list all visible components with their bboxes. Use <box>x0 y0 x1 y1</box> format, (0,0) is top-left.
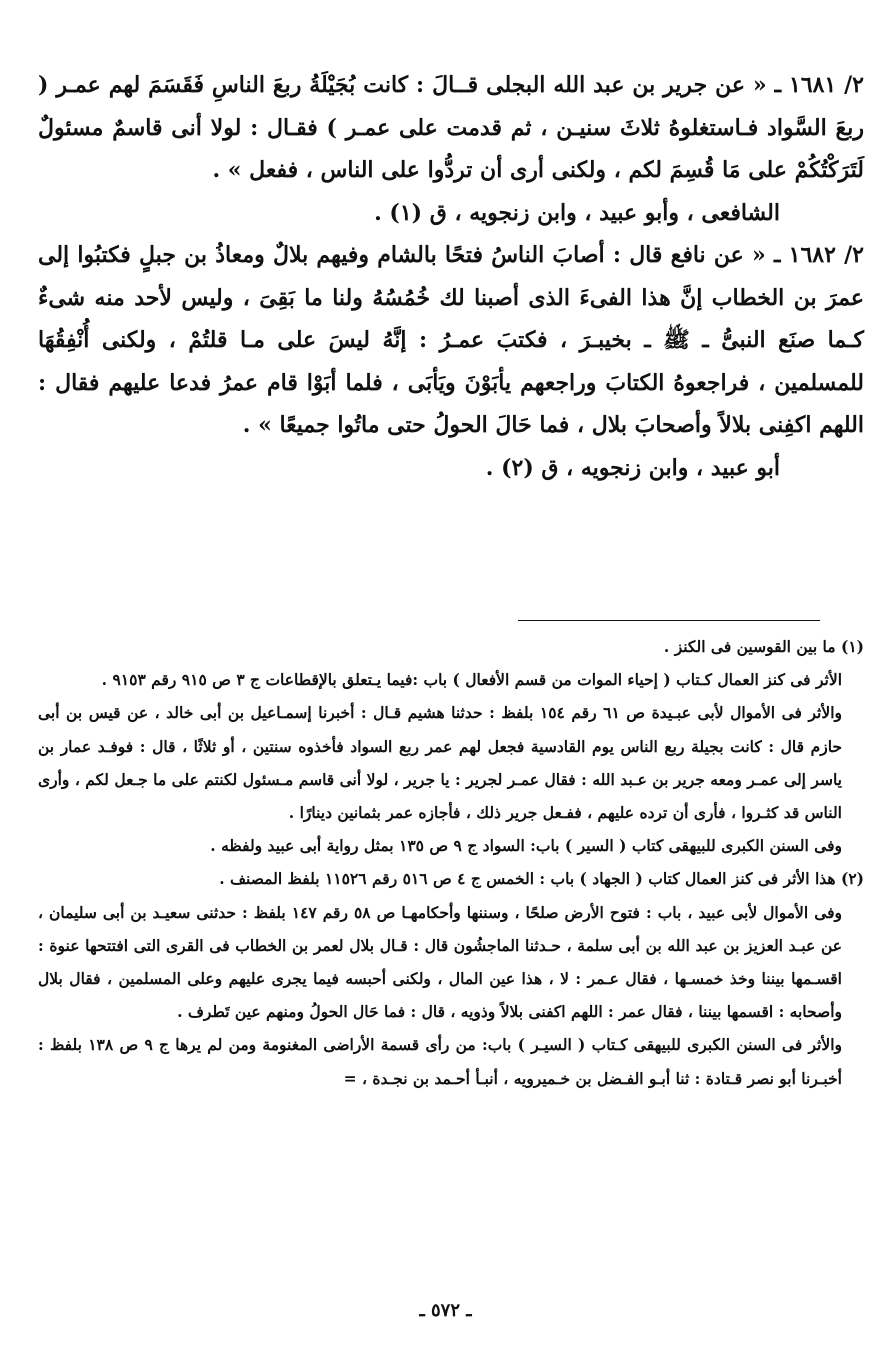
footnotes <box>38 630 864 1095</box>
footnote-1-kanz: الأثر فى كنز العمال كـتاب ( إحياء الموات من قسم الأفعال ) باب :فيما يـتعلق بالإقطاعات ج ٣ ص ٩١٥ رقم ٩١٥٣ . <box>101 670 842 690</box>
footnote-1-sunan: وفى السنن الكبرى للبيهقى كتاب ( السير ) باب: السواد ج ٩ ص ١٣٥ بمثل رواية أبى عبيد ولفظه . <box>210 836 842 856</box>
footnote-1-amwal: والأثر فى الأموال لأبى عبـيدة ص ٦١ رقم ١٥٤ بلفظ : حدثنا هشيم قـال : أخبرنا إسمـاعيل بن أبى خالد ، عن قيس بن أبى حازم قال : كانت بجيلة ربع الناس يوم القادسية فجعل لهم عمر ربع السواد فأخذوه سنتين ، أو ثلاثًا ، قال : فوفـد عمار بن ياسر إلى عمـر ومعه جرير بن عـبد الله : فقال عمـر لجرير : يا جرير ، لولا أنى قاسم مـسئول لكنتم على ما جـعل لكم ، وأرى الناس قد كثـروا ، فأرى أن ترده عليهم ، ففـعل جرير ذلك ، فأجازه عمر بثمانين دينارًا . <box>38 703 842 823</box>
page-number: ـ ٥٧٢ ـ <box>419 1300 472 1321</box>
footnote-1-heading: (١) ما بين القوسين فى الكنز . <box>663 637 864 656</box>
hadith-1681-sources: الشافعى ، وأبو عبيد ، وابن زنجويه ، ق (١) . <box>374 199 780 226</box>
footnote-2-heading: (٢) هذا الأثر فى كنز العمال كتاب ( الجهاد ) باب : الخمس ج ٤ ص ٥١٦ رقم ١١٥٢٦ بلفظ المصنف . <box>219 869 864 889</box>
footnote-divider <box>518 620 820 621</box>
hadith-1682: ٢/ ١٦٨٢ ـ « عن نافع قال : أصابَ الناسُ فتحًا بالشام وفيهم بلالٌ ومعاذُ بن جبلٍ فكتبُوا إلى عمرَ بن الخطاب إنَّ هذا الفىءَ الذى أصبنا لك خُمُسُهُ ولنا ما بَقِىَ ، وليس لأحد منه شىءٌ كـما صنَع النبىُّ ـ ﷺ ـ بخيبـرَ ، فكتبَ عمـرُ : إنَّهُ ليسَ على مـا قلتُمْ ، ولكنى أُنْفِقُهَا للمسلمين ، فراجعوهُ الكتابَ وراجعهم يأبَوْنَ ويَأبَى ، فلما أبَوْا قام عمرُ فدعا عليهم فقال : اللهم اكفِنى بلالاً وأصحابَ بلال ، فما حَالَ الحولُ حتى ماتُوا جميعًا » . <box>38 242 864 438</box>
footnote-2-amwal: وفى الأموال لأبى عبيد ، باب : فتوح الأرض صلحًا ، وسننها وأحكامهـا ص ٥٨ رقم ١٤٧ بلفظ : حدثنى سعيـد بن أبى سليمان ، عن عبـد العزيز بن عبد الله بن أبى سلمة ، حـدثنا الماجشُون قال : قـال بلال لعمر بن الخطاب فى القرى التى افتتحها عنوة : اقسـمها بيننا وخذ خمسـها ، فقال عـمر : لا ، هذا عين المال ، ولكنى أحبسه فيما يجرى عليهم وعلى المسلمين ، فقال بلال وأصحابه : اقسمها بيننا ، فقال عمر : اللهم اكفنى بلالاً وذويه ، قال : فما حَال الحولُ ومنهم عين تَطرف . <box>38 902 843 1022</box>
main-text <box>38 64 864 489</box>
hadith-1681: ٢/ ١٦٨١ ـ « عن جرير بن عبد الله البجلى قــالَ : كانت بُجَيْلَةُ ربعَ الناسِ فَقَسَمَ لهم عمـر ( ربعَ السَّواد فـاستغلوهُ ثلاثَ سنيـن ، ثم قدمت على عمـر ) فقـال : لولا أنى قاسمٌ مسئولٌ لَتَرَكْتُكُمْ على مَا قُسِمَ لكم ، ولكنى أرى أن تردُّوا على الناس ، ففعل » . <box>38 72 864 183</box>
hadith-1682-sources: أبو عبيد ، وابن زنجويه ، ق (٢) . <box>485 454 780 481</box>
footnote-2-sunan: والأثر فى السنن الكبرى للبيهقى كـتاب ( السيـر ) باب: من رأى قسمة الأراضى المغنومة ومن لم يرها ج ٩ ص ١٣٨ بلفظ : أخبـرنا أبو نصر قـتادة : ثنا أبـو الفـضل بن خـميرويه ، أنبـأ أحـمد بن نجـدة ، = <box>38 1035 842 1088</box>
